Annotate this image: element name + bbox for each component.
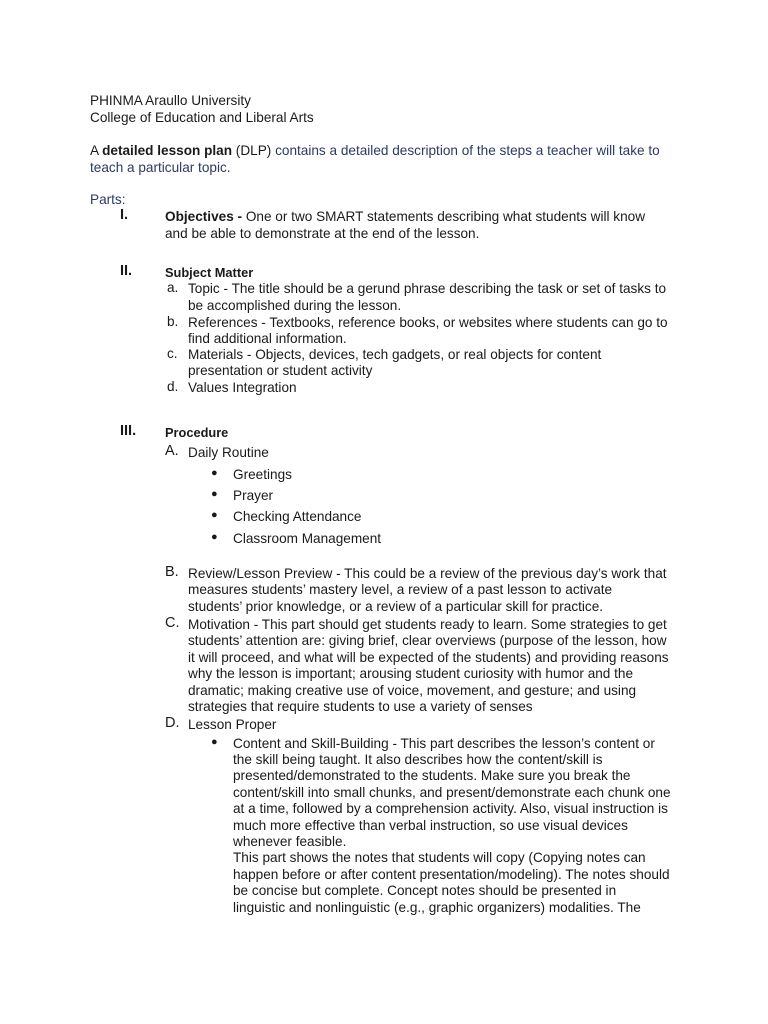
subject-item-c-line-2: presentation or student activity	[188, 363, 373, 378]
college-name: College of Education and Liberal Arts	[90, 110, 314, 125]
lesson-content-line-1: Content and Skill-Building - This part describes the lesson’s content or	[233, 736, 655, 751]
lesson-content-line-10: be concise but complete. Concept notes should be presented in	[233, 883, 617, 898]
bullet-icon: ●	[211, 488, 218, 500]
objectives-text-1: One or two SMART statements describing what students will know	[242, 209, 646, 224]
motivation-line-2: students’ attention are: giving brief, clear overviews (purpose of the lesson, how	[188, 633, 667, 648]
subject-item-b-line-2: find additional information.	[188, 331, 347, 346]
section-numeral-iii: III.	[120, 423, 137, 439]
subject-matter-title: Subject Matter	[165, 265, 254, 280]
lesson-content-line-7: whenever feasible.	[233, 834, 347, 849]
routine-bullet-attendance: Checking Attendance	[233, 509, 362, 524]
objectives-line-1	[165, 208, 645, 225]
bullet-icon: ●	[211, 509, 218, 521]
intro-rest: contains a detailed description of the steps a teacher will take to	[271, 143, 660, 158]
section-numeral-ii: II.	[120, 263, 133, 279]
procedure-title: Procedure	[165, 425, 229, 440]
bullet-icon: ●	[211, 531, 218, 543]
procedure-d-marker: D.	[165, 715, 180, 731]
subject-item-c-marker: c.	[167, 346, 178, 361]
lesson-content-line-8: This part shows the notes that students will copy (Copying notes can	[233, 850, 646, 865]
bullet-icon: ●	[211, 467, 218, 479]
lesson-content-line-11: linguistic and nonlinguistic (e.g., graphic organizers) modalities. The	[233, 900, 641, 915]
lesson-proper-label: Lesson Proper	[188, 717, 277, 732]
routine-bullet-prayer: Prayer	[233, 488, 274, 503]
procedure-c-marker: C.	[165, 615, 180, 631]
subject-item-c-line-1: Materials - Objects, devices, tech gadgets, or real objects for content	[188, 347, 602, 362]
subject-item-b-line-1: References - Textbooks, reference books, or websites where students can go to	[188, 315, 668, 330]
motivation-line-6: strategies that require students to use a variety of senses	[188, 699, 533, 714]
bullet-icon: ●	[211, 736, 218, 748]
lesson-content-line-9: happen before or after content presentation/modeling). The notes should	[233, 867, 670, 882]
lesson-content-line-6: much more effective than verbal instruction, so use visual devices	[233, 818, 628, 833]
intro-term: detailed lesson plan	[102, 143, 233, 158]
subject-item-a-marker: a.	[167, 280, 179, 295]
motivation-line-1: Motivation - This part should get students ready to learn. Some strategies to get	[188, 617, 667, 632]
review-line-3: students’ prior knowledge, or a review of a particular skill for practice.	[188, 599, 604, 614]
routine-bullet-classroom: Classroom Management	[233, 531, 382, 546]
objectives-title: Objectives -	[165, 209, 243, 224]
intro-line-1	[90, 142, 660, 159]
intro-abbr: (DLP)	[232, 143, 272, 158]
motivation-line-3: it will proceed, and what will be expected of the students) and providing reasons	[188, 650, 669, 665]
subject-item-d-marker: d.	[167, 379, 179, 394]
lesson-content-line-4: content/skill into small chunks, and present/demonstrate each chunk one	[233, 785, 671, 800]
subject-item-a-line-1: Topic - The title should be a gerund phrase describing the task or set of tasks to	[188, 281, 667, 296]
parts-label: Parts:	[90, 192, 126, 207]
section-numeral-i: I.	[120, 207, 129, 223]
intro-prefix: A	[90, 143, 103, 158]
intro-line-2: teach a particular topic.	[90, 160, 231, 175]
motivation-line-4: why the lesson is important; arousing student curiosity with humor and the	[188, 666, 634, 681]
objectives-line-2: and be able to demonstrate at the end of the lesson.	[165, 226, 480, 241]
lesson-content-line-2: the skill being taught. It also describes how the content/skill is	[233, 752, 603, 767]
procedure-a-marker: A.	[165, 443, 179, 459]
routine-bullet-greetings: Greetings	[233, 467, 292, 482]
lesson-content-line-3: presented/demonstrated to the students. Make sure you break the	[233, 768, 631, 783]
review-line-2: measures students’ mastery level, a review of a past lesson to activate	[188, 582, 613, 597]
procedure-b-marker: B.	[165, 564, 179, 580]
motivation-line-5: dramatic; making creative use of voice, movement, and gesture; and using	[188, 683, 637, 698]
subject-item-a-line-2: be accomplished during the lesson.	[188, 298, 402, 313]
daily-routine-label: Daily Routine	[188, 445, 269, 460]
subject-item-d-line-1: Values Integration	[188, 380, 297, 395]
review-line-1: Review/Lesson Preview - This could be a review of the previous day’s work that	[188, 566, 667, 581]
subject-item-b-marker: b.	[167, 314, 179, 329]
university-name: PHINMA Araullo University	[90, 93, 251, 108]
lesson-content-line-5: at a time, followed by a comprehension activity. Also, visual instruction is	[233, 801, 668, 816]
